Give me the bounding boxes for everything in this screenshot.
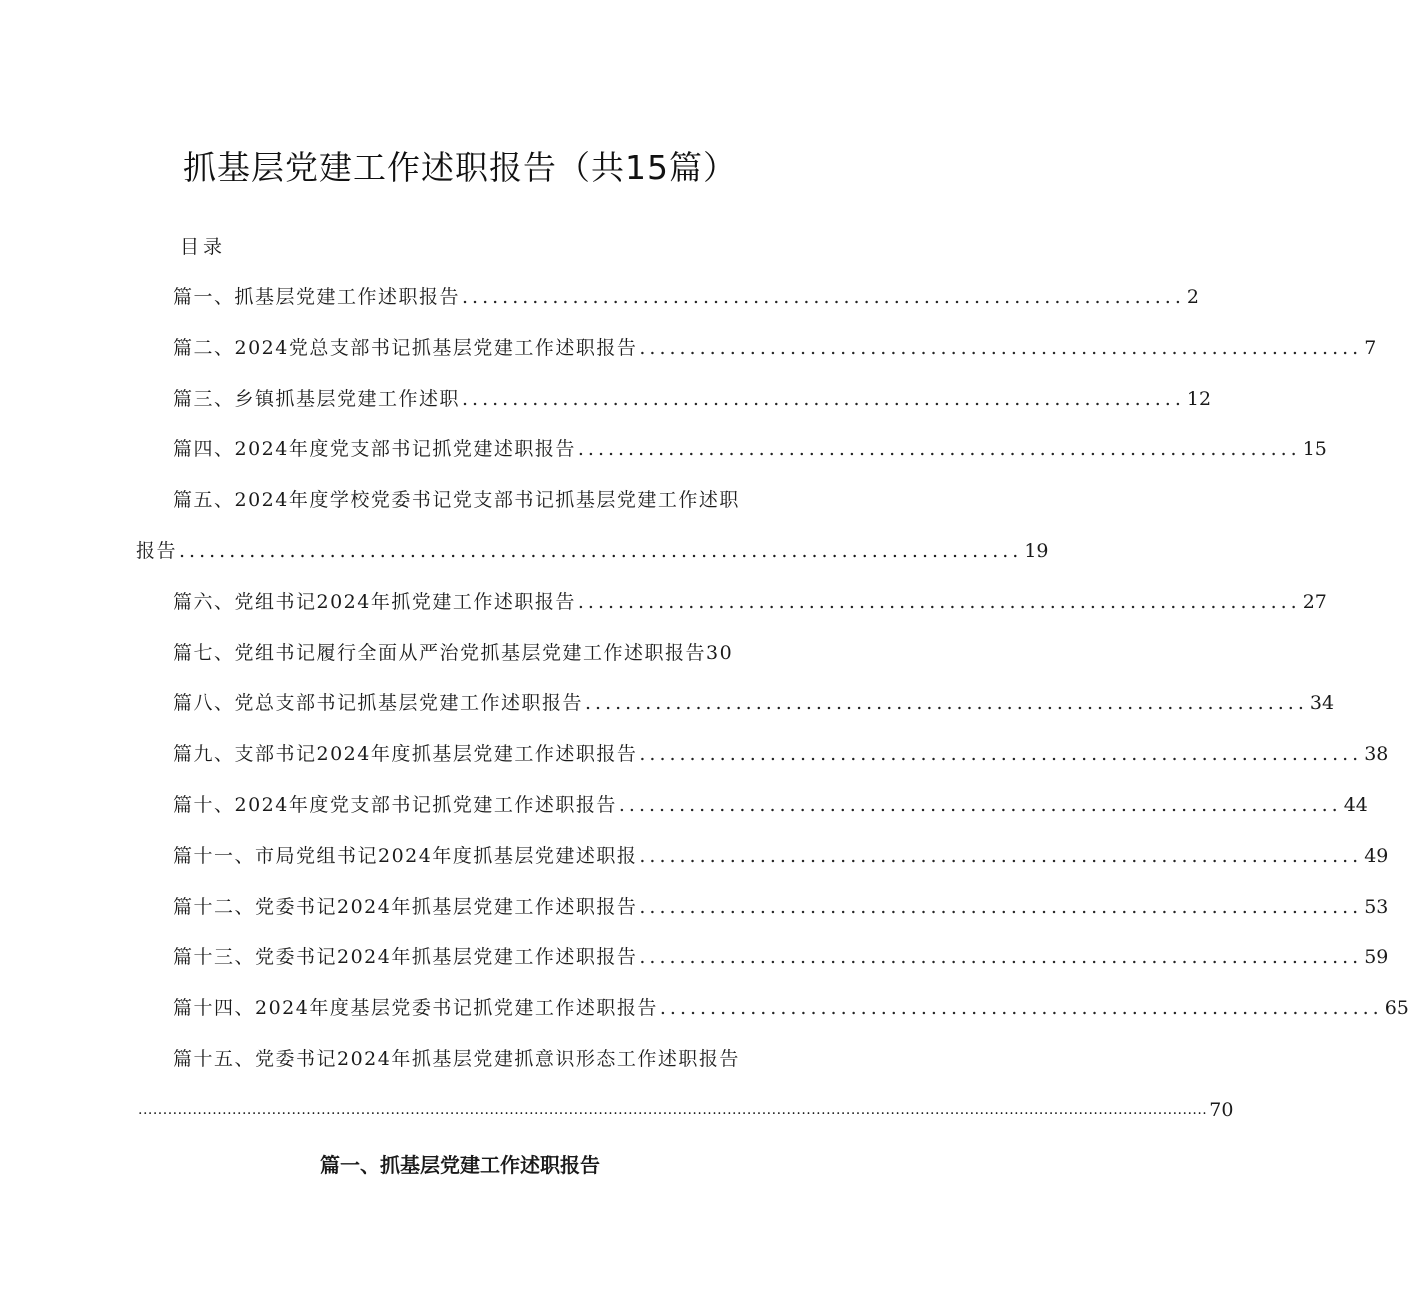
toc-entry-14[interactable] [173,993,1409,1023]
toc-leader-dots: ........................................................................ [639,743,1363,765]
toc-leader-dots: ........................................................................ [639,845,1363,867]
toc-entry-15-line1[interactable]: 篇十五、党委书记2024年抓基层党建抓意识形态工作述职报告 [173,1048,740,1070]
toc-entry-title: 篇十三、党委书记2024年抓基层党建工作述职报告 [173,946,638,968]
toc-entry-title: 篇八、党总支部书记抓基层党建工作述职报告 [173,692,584,714]
toc-leader-dots: ........................................................................ [577,591,1301,613]
toc-entry-15-line2[interactable] [136,1095,1234,1125]
toc-entry-title: 篇二、2024党总支部书记抓基层党建工作述职报告 [173,337,638,359]
toc-leader-dots: ........................................................................ [585,692,1308,714]
toc-entry-title: 篇四、2024年度党支部书记抓党建述职报告 [173,438,576,460]
toc-entry-title: 篇十四、2024年度基层党委书记抓党建工作述职报告 [173,997,658,1019]
toc-leader-dots: ........................................................................ [577,438,1301,460]
toc-leader-dots: ........................................................................ [639,337,1363,359]
toc-entry-page: 15 [1302,438,1327,460]
toc-entry-title-cont: 报告 [136,540,178,562]
toc-entry-5-line2[interactable] [136,536,1049,566]
toc-entry-title: 篇十、2024年度党支部书记抓党建工作述职报告 [173,794,617,816]
toc-entry-page: 53 [1364,896,1389,918]
toc-entry-page: 49 [1364,845,1389,867]
toc-entry-page: 38 [1364,743,1389,765]
toc-entry-page: 2 [1186,286,1199,308]
toc-entry-title: 篇九、支部书记2024年度抓基层党建工作述职报告 [173,743,638,765]
toc-leader-dots: ........................................................................ [618,794,1342,816]
toc-entry-page: 12 [1186,388,1212,410]
toc-leader-dots: ........................................................................ [639,896,1363,918]
toc-entry-7[interactable]: 篇七、党组书记履行全面从严治党抓基层党建工作述职报告30 [173,642,734,664]
toc-entry-12[interactable] [173,892,1389,922]
toc-entry-10[interactable] [173,790,1368,820]
toc-entry-3[interactable] [173,384,1212,414]
toc-entry-page: 7 [1364,337,1377,359]
toc-label: 目录 [180,236,227,258]
toc-entry-page: 19 [1024,540,1049,562]
toc-entry-9[interactable] [173,739,1389,769]
toc-entry-5-line1[interactable]: 篇五、2024年度学校党委书记党支部书记抓基层党建工作述职 [173,489,740,511]
toc-entry-page: 34 [1309,692,1335,714]
toc-leader-dots: ........................................................................ [462,286,1185,308]
toc-leader-dots: ........................................................................ [462,388,1185,410]
toc-entry-title: 篇一、抓基层党建工作述职报告 [173,286,461,308]
toc-entry-title: 篇六、党组书记2024年抓党建工作述职报告 [173,591,576,613]
toc-leader-dots: ........................................................................ [659,997,1383,1019]
toc-entry-13[interactable] [173,942,1389,972]
toc-entry-6[interactable] [173,587,1327,617]
section-heading: 篇一、抓基层党建工作述职报告 [320,1153,600,1177]
toc-entry-title: 篇三、乡镇抓基层党建工作述职 [173,388,461,410]
toc-entry-11[interactable] [173,841,1389,871]
toc-entry-4[interactable] [173,434,1327,464]
document-title: 抓基层党建工作述职报告（共15篇） [183,148,737,187]
toc-entry-title: 篇十二、党委书记2024年抓基层党建工作述职报告 [173,896,638,918]
toc-entry-page: 27 [1302,591,1327,613]
toc-entry-8[interactable] [173,688,1335,718]
toc-entry-title: 篇十一、市局党组书记2024年度抓基层党建述职报 [173,845,638,867]
toc-entry-page: 59 [1364,946,1389,968]
toc-entry-2[interactable] [173,333,1377,363]
toc-entry-page: 70 [1209,1099,1234,1121]
toc-entry-page: 65 [1384,997,1409,1019]
toc-leader-dots: .................................................................................... [179,540,1023,562]
toc-entry-1[interactable] [173,282,1199,312]
toc-entry-page: 44 [1343,794,1368,816]
toc-leader-dots: ........................................................................................................................................................................................................................ [138,1102,1208,1118]
toc-leader-dots: ........................................................................ [639,946,1363,968]
